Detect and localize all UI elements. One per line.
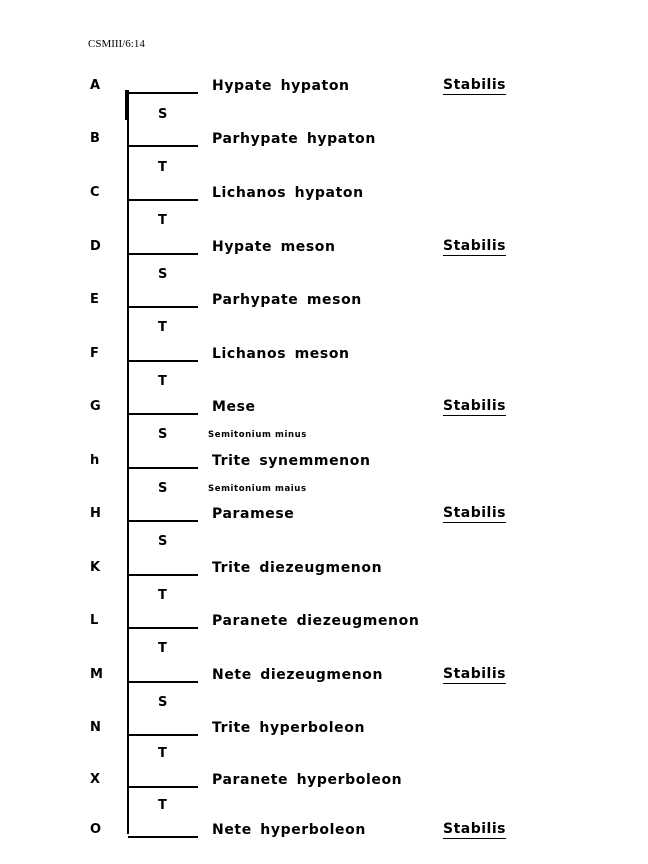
pitch-letter: F (90, 346, 99, 361)
stabilis-label: Stabilis (443, 398, 506, 414)
pitch-row-x (0, 772, 648, 792)
stabilis-label: Stabilis (443, 77, 506, 93)
pitch-line (128, 92, 198, 94)
pitch-letter: X (90, 772, 101, 787)
interval-step: S (158, 695, 168, 710)
pitch-name: Nete diezeugmenon (212, 667, 384, 683)
stabilis-label: Stabilis (443, 821, 506, 837)
pitch-line (128, 574, 198, 576)
pitch-letter: h (90, 453, 100, 468)
stabilis-label: Stabilis (443, 505, 506, 521)
pitch-row-c (0, 185, 648, 205)
pitch-name: Trite diezeugmenon (212, 560, 383, 576)
pitch-row-k (0, 560, 648, 580)
document-code: CSMIII/6:14 (88, 38, 145, 50)
pitch-line (128, 681, 198, 683)
interval-step: S (158, 427, 168, 442)
pitch-name: Nete hyperboleon (212, 822, 366, 838)
pitch-name: Hypate hypaton (212, 78, 350, 94)
interval-step: T (158, 160, 167, 175)
pitch-line (128, 520, 198, 522)
pitch-line (128, 836, 198, 838)
stabilis-label: Stabilis (443, 666, 506, 682)
pitch-name: Parhypate hypaton (212, 131, 376, 147)
pitch-row-g (0, 399, 648, 419)
pitch-line (128, 306, 198, 308)
pitch-row-m (0, 667, 648, 687)
pitch-row-a (0, 78, 648, 98)
pitch-row-o (0, 822, 648, 842)
pitch-name: Paramese (212, 506, 295, 522)
pitch-letter: B (90, 131, 100, 146)
pitch-name: Hypate meson (212, 239, 336, 255)
interval-step: T (158, 320, 167, 335)
pitch-name: Lichanos hypaton (212, 185, 364, 201)
interval-step: T (158, 374, 167, 389)
pitch-letter: H (90, 506, 101, 521)
pitch-letter: E (90, 292, 99, 307)
interval-step: S (158, 107, 168, 122)
pitch-letter: A (90, 78, 101, 93)
pitch-letter: N (90, 720, 101, 735)
interval-step: S (158, 267, 168, 282)
pitch-letter: O (90, 822, 102, 837)
pitch-row-b (0, 131, 648, 151)
pitch-line (128, 467, 198, 469)
pitch-row-f (0, 346, 648, 366)
pitch-letter: C (90, 185, 100, 200)
semitonium-maius-note: Semitonium maius (208, 484, 307, 494)
pitch-letter: M (90, 667, 103, 682)
pitch-name: Trite synemmenon (212, 453, 371, 469)
pitch-line (128, 253, 198, 255)
pitch-row-h-lower (0, 453, 648, 473)
pitch-name: Trite hyperboleon (212, 720, 366, 736)
pitch-name: Mese (212, 399, 256, 415)
pitch-row-n (0, 720, 648, 740)
pitch-letter: G (90, 399, 101, 414)
pitch-name: Paranete diezeugmenon (212, 613, 420, 629)
pitch-letter: L (90, 613, 99, 628)
pitch-row-e (0, 292, 648, 312)
pitch-line (128, 627, 198, 629)
stabilis-label: Stabilis (443, 238, 506, 254)
pitch-line (128, 145, 198, 147)
pitch-name: Parhypate meson (212, 292, 362, 308)
pitch-name: Lichanos meson (212, 346, 350, 362)
interval-step: S (158, 481, 168, 496)
pitch-name: Paranete hyperboleon (212, 772, 403, 788)
pitch-line (128, 786, 198, 788)
interval-step: T (158, 213, 167, 228)
pitch-row-l (0, 613, 648, 633)
pitch-row-h-upper (0, 506, 648, 526)
pitch-letter: D (90, 239, 101, 254)
semitonium-minus-note: Semitonium minus (208, 430, 307, 440)
pitch-letter: K (90, 560, 101, 575)
pitch-line (128, 734, 198, 736)
pitch-row-d (0, 239, 648, 259)
interval-step: T (158, 641, 167, 656)
pitch-line (128, 413, 198, 415)
pitch-line (128, 360, 198, 362)
interval-step: T (158, 746, 167, 761)
pitch-line (128, 199, 198, 201)
interval-step: S (158, 534, 168, 549)
interval-step: T (158, 798, 167, 813)
interval-step: T (158, 588, 167, 603)
